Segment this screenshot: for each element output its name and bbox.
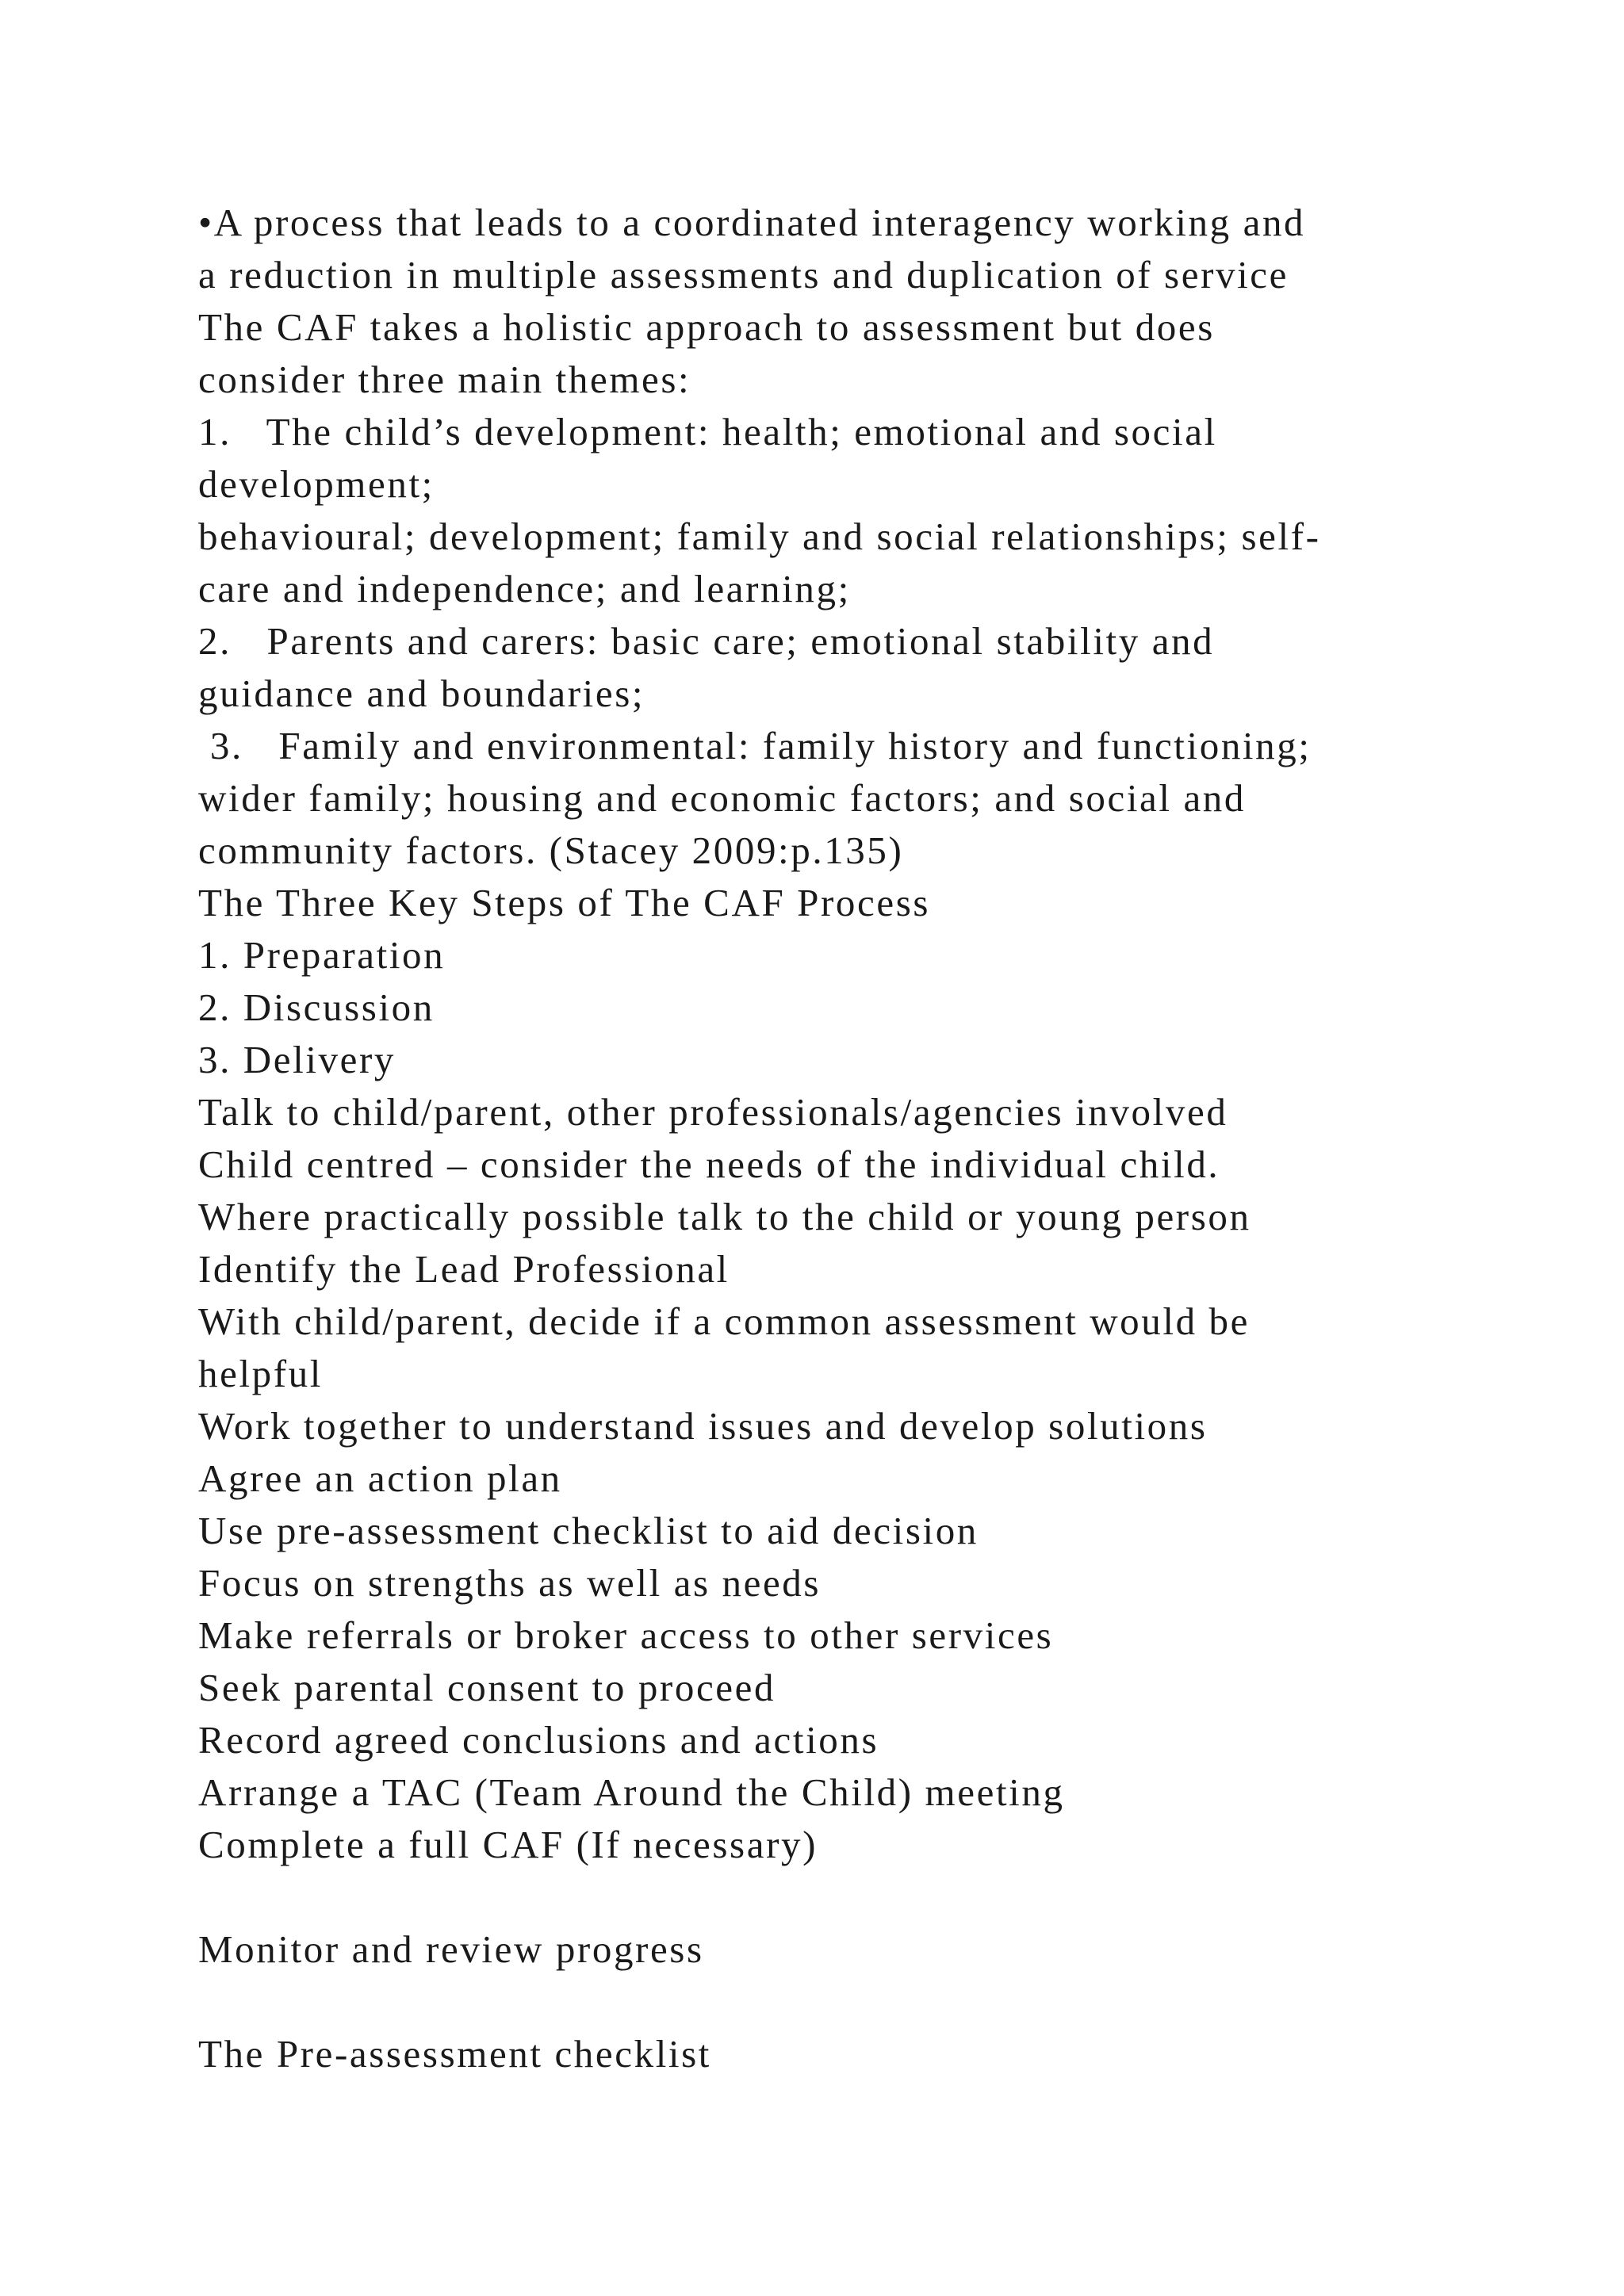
- text-line: Where practically possible talk to the child or young person: [198, 1195, 1251, 1238]
- text-line: guidance and boundaries;: [198, 672, 645, 715]
- text-line: community factors. (Stacey 2009:p.135): [198, 828, 904, 872]
- text-line: Use pre-assessment checklist to aid decision: [198, 1509, 979, 1552]
- text-line: 1. The child’s development: health; emotional and social: [198, 410, 1217, 453]
- text-line: 2. Parents and carers: basic care; emotional stability and: [198, 619, 1215, 663]
- text-line: Make referrals or broker access to other services: [198, 1613, 1054, 1657]
- section-heading: The Three Key Steps of The CAF Process: [198, 881, 931, 924]
- text-line: Record agreed conclusions and actions: [198, 1718, 879, 1762]
- text-line: consider three main themes:: [198, 358, 691, 401]
- blank-line: [198, 1976, 1483, 2028]
- document-body: [198, 197, 1483, 2080]
- text-line: 3. Family and environmental: family history and functioning;: [198, 724, 1312, 767]
- blank-line: [198, 1871, 1483, 1923]
- text-line: Work together to understand issues and develop solutions: [198, 1404, 1208, 1448]
- text-line: Child centred – consider the needs of the individual child.: [198, 1142, 1220, 1186]
- text-line: Monitor and review progress: [198, 1927, 704, 1971]
- section-heading: The Pre-assessment checklist: [198, 2032, 712, 2076]
- text-line: Focus on strengths as well as needs: [198, 1561, 822, 1605]
- text-line: Talk to child/parent, other professionals/agencies involved: [198, 1090, 1228, 1134]
- text-line: Complete a full CAF (If necessary): [198, 1823, 818, 1866]
- text-line: care and independence; and learning;: [198, 567, 851, 610]
- text-line: behavioural; development; family and social relationships; self-: [198, 515, 1321, 558]
- text-line: development;: [198, 462, 435, 506]
- text-line: wider family; housing and economic factors; and social and: [198, 776, 1247, 820]
- text-line: Arrange a TAC (Team Around the Child) meeting: [198, 1770, 1065, 1814]
- text-line: a reduction in multiple assessments and duplication of service: [198, 253, 1289, 297]
- text-line: With child/parent, decide if a common assessment would be: [198, 1299, 1250, 1343]
- step-item: 3. Delivery: [198, 1038, 396, 1081]
- text-line: Agree an action plan: [198, 1456, 562, 1500]
- text-line: helpful: [198, 1352, 323, 1395]
- text-line: •A process that leads to a coordinated interagency working and: [198, 201, 1306, 244]
- text-line: Seek parental consent to proceed: [198, 1666, 776, 1709]
- text-line: The CAF takes a holistic approach to assessment but does: [198, 305, 1215, 349]
- step-item: 2. Discussion: [198, 985, 435, 1029]
- text-line: Identify the Lead Professional: [198, 1247, 730, 1291]
- step-item: 1. Preparation: [198, 933, 446, 977]
